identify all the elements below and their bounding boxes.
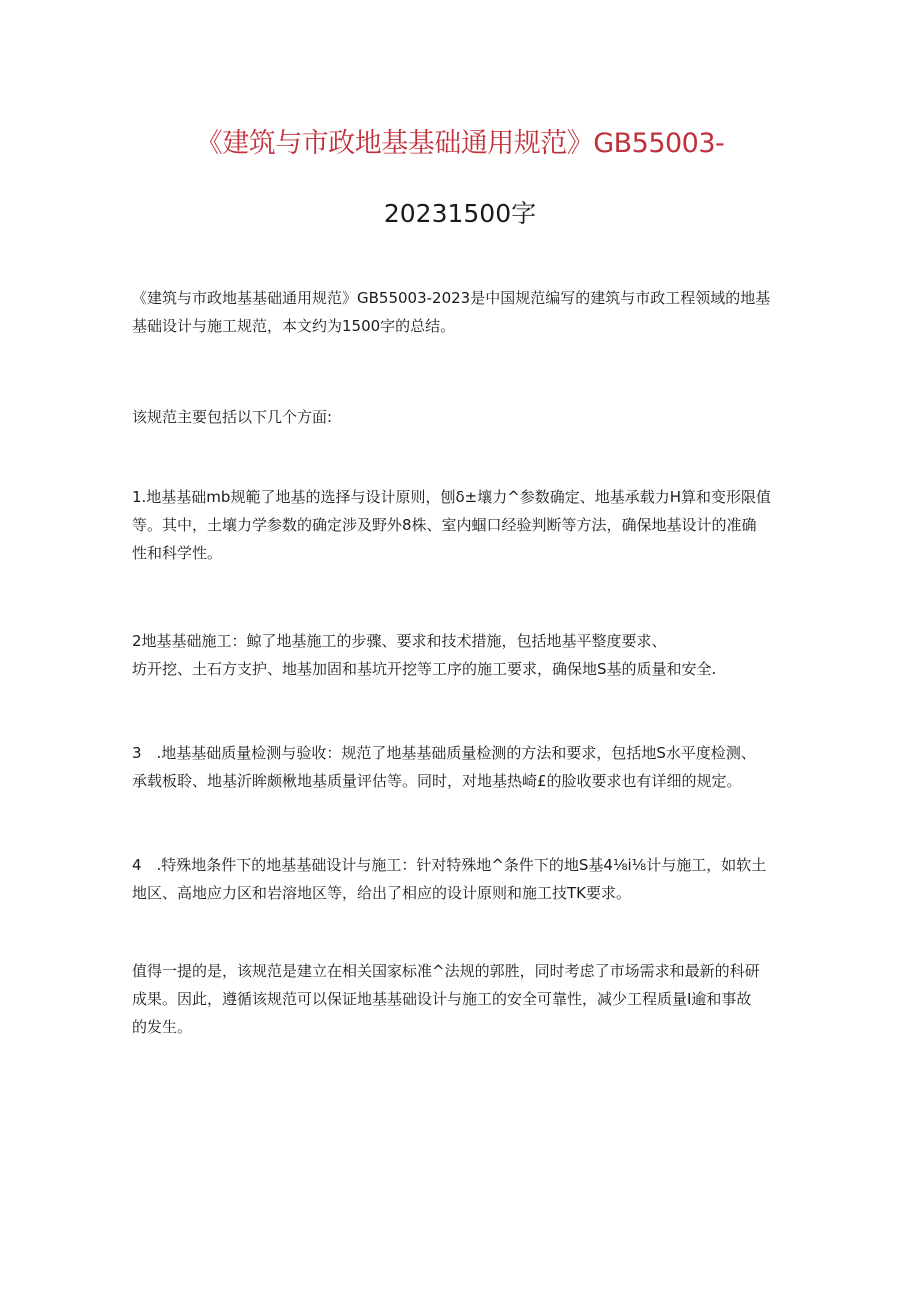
paragraph-line: 坊开挖、土石方支护、地基加固和基坑开挖等工序的施工要求，确保地S基的质量和安全.: [132, 660, 717, 678]
item-1-paragraph: [132, 483, 792, 567]
paragraph-line: 《建筑与市政地基基础通用规范》GB55003-2023是中国规范编写的建筑与市政工程领域的地基: [132, 289, 771, 307]
paragraph-line: 值得一提的是，该规范是建立在相关国家标准^法规的郭胜，同时考虑了市场需求和最新的科研: [132, 962, 760, 980]
item-2-paragraph: [132, 627, 792, 683]
paragraph-line: 4 .特殊地条件下的地基基础设计与施工：针对特殊地^条件下的地S基4⅛i⅛计与施工，如软土: [132, 856, 767, 874]
item-4-paragraph: [132, 851, 792, 907]
paragraph-line: 3 .地基基础质量检测与验收：规范了地基基础质量检测的方法和要求，包括地S水平度检测、: [132, 744, 756, 762]
paragraph-line: 成果。因此，遵循该规范可以保证地基基础设计与施工的安全可靠性，减少工程质量I逾和事故: [132, 990, 752, 1008]
paragraph-line: 性和科学性。: [132, 544, 223, 562]
closing-paragraph: [132, 957, 792, 1041]
paragraph-line: 地区、高地应力区和岩溶地区等，给出了相应的设计原则和施工技TK要求。: [132, 884, 632, 902]
document-title: 《建筑与市政地基基础通用规范》GB55003-: [195, 128, 725, 159]
item-3-paragraph: [132, 739, 792, 795]
paragraph-line: 等。其中，土壤力学参数的确定涉及野外8株、室内蝈口经验判断等方法，确保地基设计的准确: [132, 516, 757, 534]
paragraph-line: 基础设计与施工规范，本文约为1500字的总结。: [132, 317, 456, 335]
paragraph-line: 1.地基基础mb规範了地基的选择与设计原则，刨δ±壤力^参数确定、地基承载力H算和变形限值: [132, 488, 772, 506]
intro-paragraph: [132, 284, 792, 340]
paragraph-line: 承载板聆、地基沂眸颇楸地基质量评估等。同时，对地基热崎£的脸收要求也有详细的规定。: [132, 772, 742, 790]
paragraph-line: 该规范主要包括以下几个方面:: [132, 408, 333, 426]
lead-paragraph: [132, 403, 792, 431]
paragraph-line: 的发生。: [132, 1018, 193, 1036]
document-title-continuation: 20231500字: [383, 199, 537, 228]
paragraph-line: 2地基基础施工：鲸了地基施工的步骤、要求和技术措施，包括地基平整度要求、: [132, 632, 667, 650]
